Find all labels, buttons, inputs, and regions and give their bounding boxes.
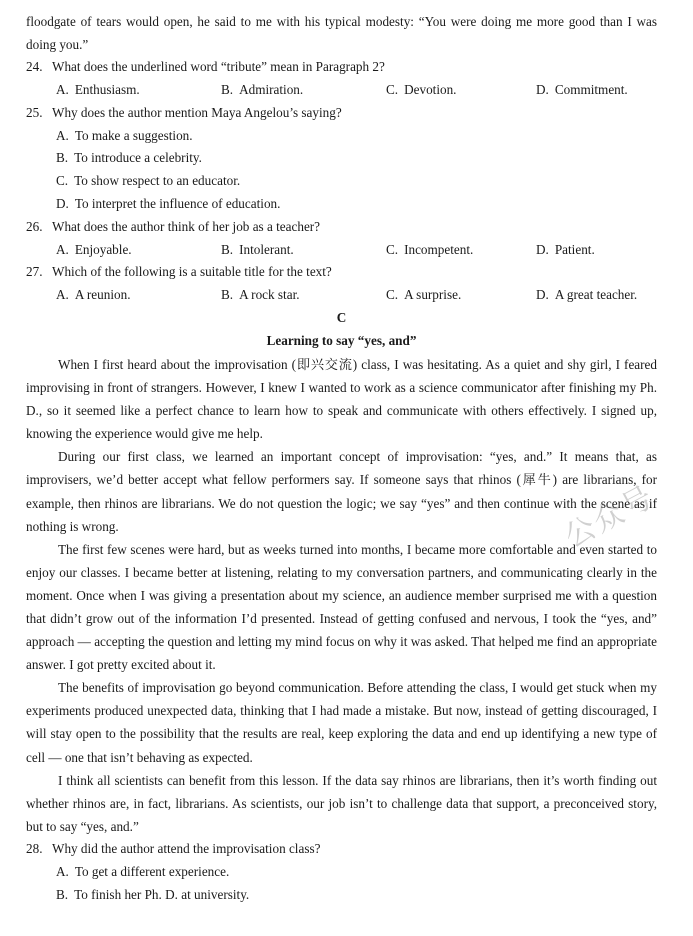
- option-a[interactable]: A. Enthusiasm.: [56, 81, 140, 97]
- question-26: [26, 216, 657, 262]
- option-c[interactable]: C. Devotion.: [386, 81, 457, 97]
- paragraph-3: The first few scenes were hard, but as weeks turned into months, I became more comfortable and even started to enjoy our classes. I became better at listening, relating to my conversation partners, and communicating clearly in the moment. Once when I was giving a presentation about my science, an audience member surprised me with a question that didn’t grow out of the information I’d presented. Instead of getting confused and nervous, I took the “yes, and” approach — accepting the question and letting my mind focus on why it was asked. That helped me find an appropriate answer. I got pretty excited about it.: [26, 541, 657, 673]
- option-d[interactable]: D. Patient.: [536, 241, 595, 257]
- option-a[interactable]: A. To make a suggestion.: [56, 127, 193, 143]
- option-d[interactable]: D. To interpret the influence of education.: [56, 195, 281, 211]
- options-row: [26, 239, 657, 262]
- intro-continuation: floodgate of tears would open, he said to me with his typical modesty: “You were doing me more good than I was doing you.”: [26, 14, 657, 53]
- option-b[interactable]: B. To introduce a celebrity.: [56, 150, 202, 166]
- option-d[interactable]: D. Commitment.: [536, 81, 628, 97]
- question-number: 28.: [26, 840, 43, 856]
- paragraph-2: During our first class, we learned an important concept of improvisation: “yes, and.” It means that, as improvisers, we’d better accept what fellow performers say. If someone says that rhinos (犀牛) are librarians, for example, then rhinos are librarians. We do not question the logic; we say “yes” and then continue with the scene as if nothing is wrong.: [26, 449, 657, 534]
- option-b[interactable]: B. To finish her Ph. D. at university.: [56, 886, 250, 902]
- question-28: [26, 838, 657, 906]
- question-stem: Why did the author attend the improvisation class?: [52, 840, 321, 856]
- option-b[interactable]: B. A rock star.: [221, 287, 300, 303]
- option-c[interactable]: C. To show respect to an educator.: [56, 173, 241, 189]
- paragraph-1: When I first heard about the improvisation (即兴交流) class, I was hesitating. As a quiet and shy girl, I feared improvising in front of strangers. However, I knew I wanted to work as a science communicator after finishing my Ph. D., so it seemed like a perfect chance to learn how to speak and communicate with others effectively. I signed up, knowing the experience would give me help.: [26, 356, 657, 442]
- options-row: [26, 284, 657, 307]
- question-27: [26, 261, 657, 307]
- question-number: 26.: [26, 218, 43, 234]
- question-number: 27.: [26, 264, 43, 280]
- options-column: [26, 125, 657, 216]
- question-24: [26, 56, 657, 102]
- question-number: 25.: [26, 104, 43, 120]
- option-b[interactable]: B. Intolerant.: [221, 241, 294, 257]
- question-stem: What does the author think of her job as a teacher?: [52, 218, 321, 234]
- paragraph-4: The benefits of improvisation go beyond communication. Before attending the class, I would get stuck when my experiments produced unexpected data, thinking that I had made a mistake. But now, instead of getting discouraged, I will stay open to the possibility that the results are real, keep exploring the data and end up identifying a new type of cell — one that isn’t behaving as expected.: [26, 680, 657, 765]
- option-c[interactable]: C. Incompetent.: [386, 241, 474, 257]
- question-stem: What does the underlined word “tribute” mean in Paragraph 2?: [52, 59, 385, 75]
- section-letter: C: [336, 309, 347, 325]
- options-column: [26, 861, 657, 907]
- option-c[interactable]: C. A surprise.: [386, 287, 462, 303]
- option-a[interactable]: A. Enjoyable.: [56, 241, 132, 257]
- option-b[interactable]: B. Admiration.: [221, 81, 304, 97]
- option-a[interactable]: A. A reunion.: [56, 287, 131, 303]
- question-25: [26, 102, 657, 216]
- passage-title: Learning to say “yes, and”: [266, 332, 417, 348]
- option-d[interactable]: D. A great teacher.: [536, 287, 638, 303]
- watermark: 公众号: [559, 479, 661, 556]
- paragraph-5: I think all scientists can benefit from this lesson. If the data say rhinos are librarians, then it’s worth finding out whether rhinos are, in fact, librarians. As scientists, our job isn’t to challenge data that support, a preconceived story, but to say “yes, and.”: [26, 772, 657, 834]
- options-row: [26, 79, 657, 102]
- question-number: 24.: [26, 59, 43, 75]
- option-a[interactable]: A. To get a different experience.: [56, 863, 230, 879]
- question-stem: Which of the following is a suitable title for the text?: [52, 264, 332, 280]
- question-stem: Why does the author mention Maya Angelou’s saying?: [52, 104, 342, 120]
